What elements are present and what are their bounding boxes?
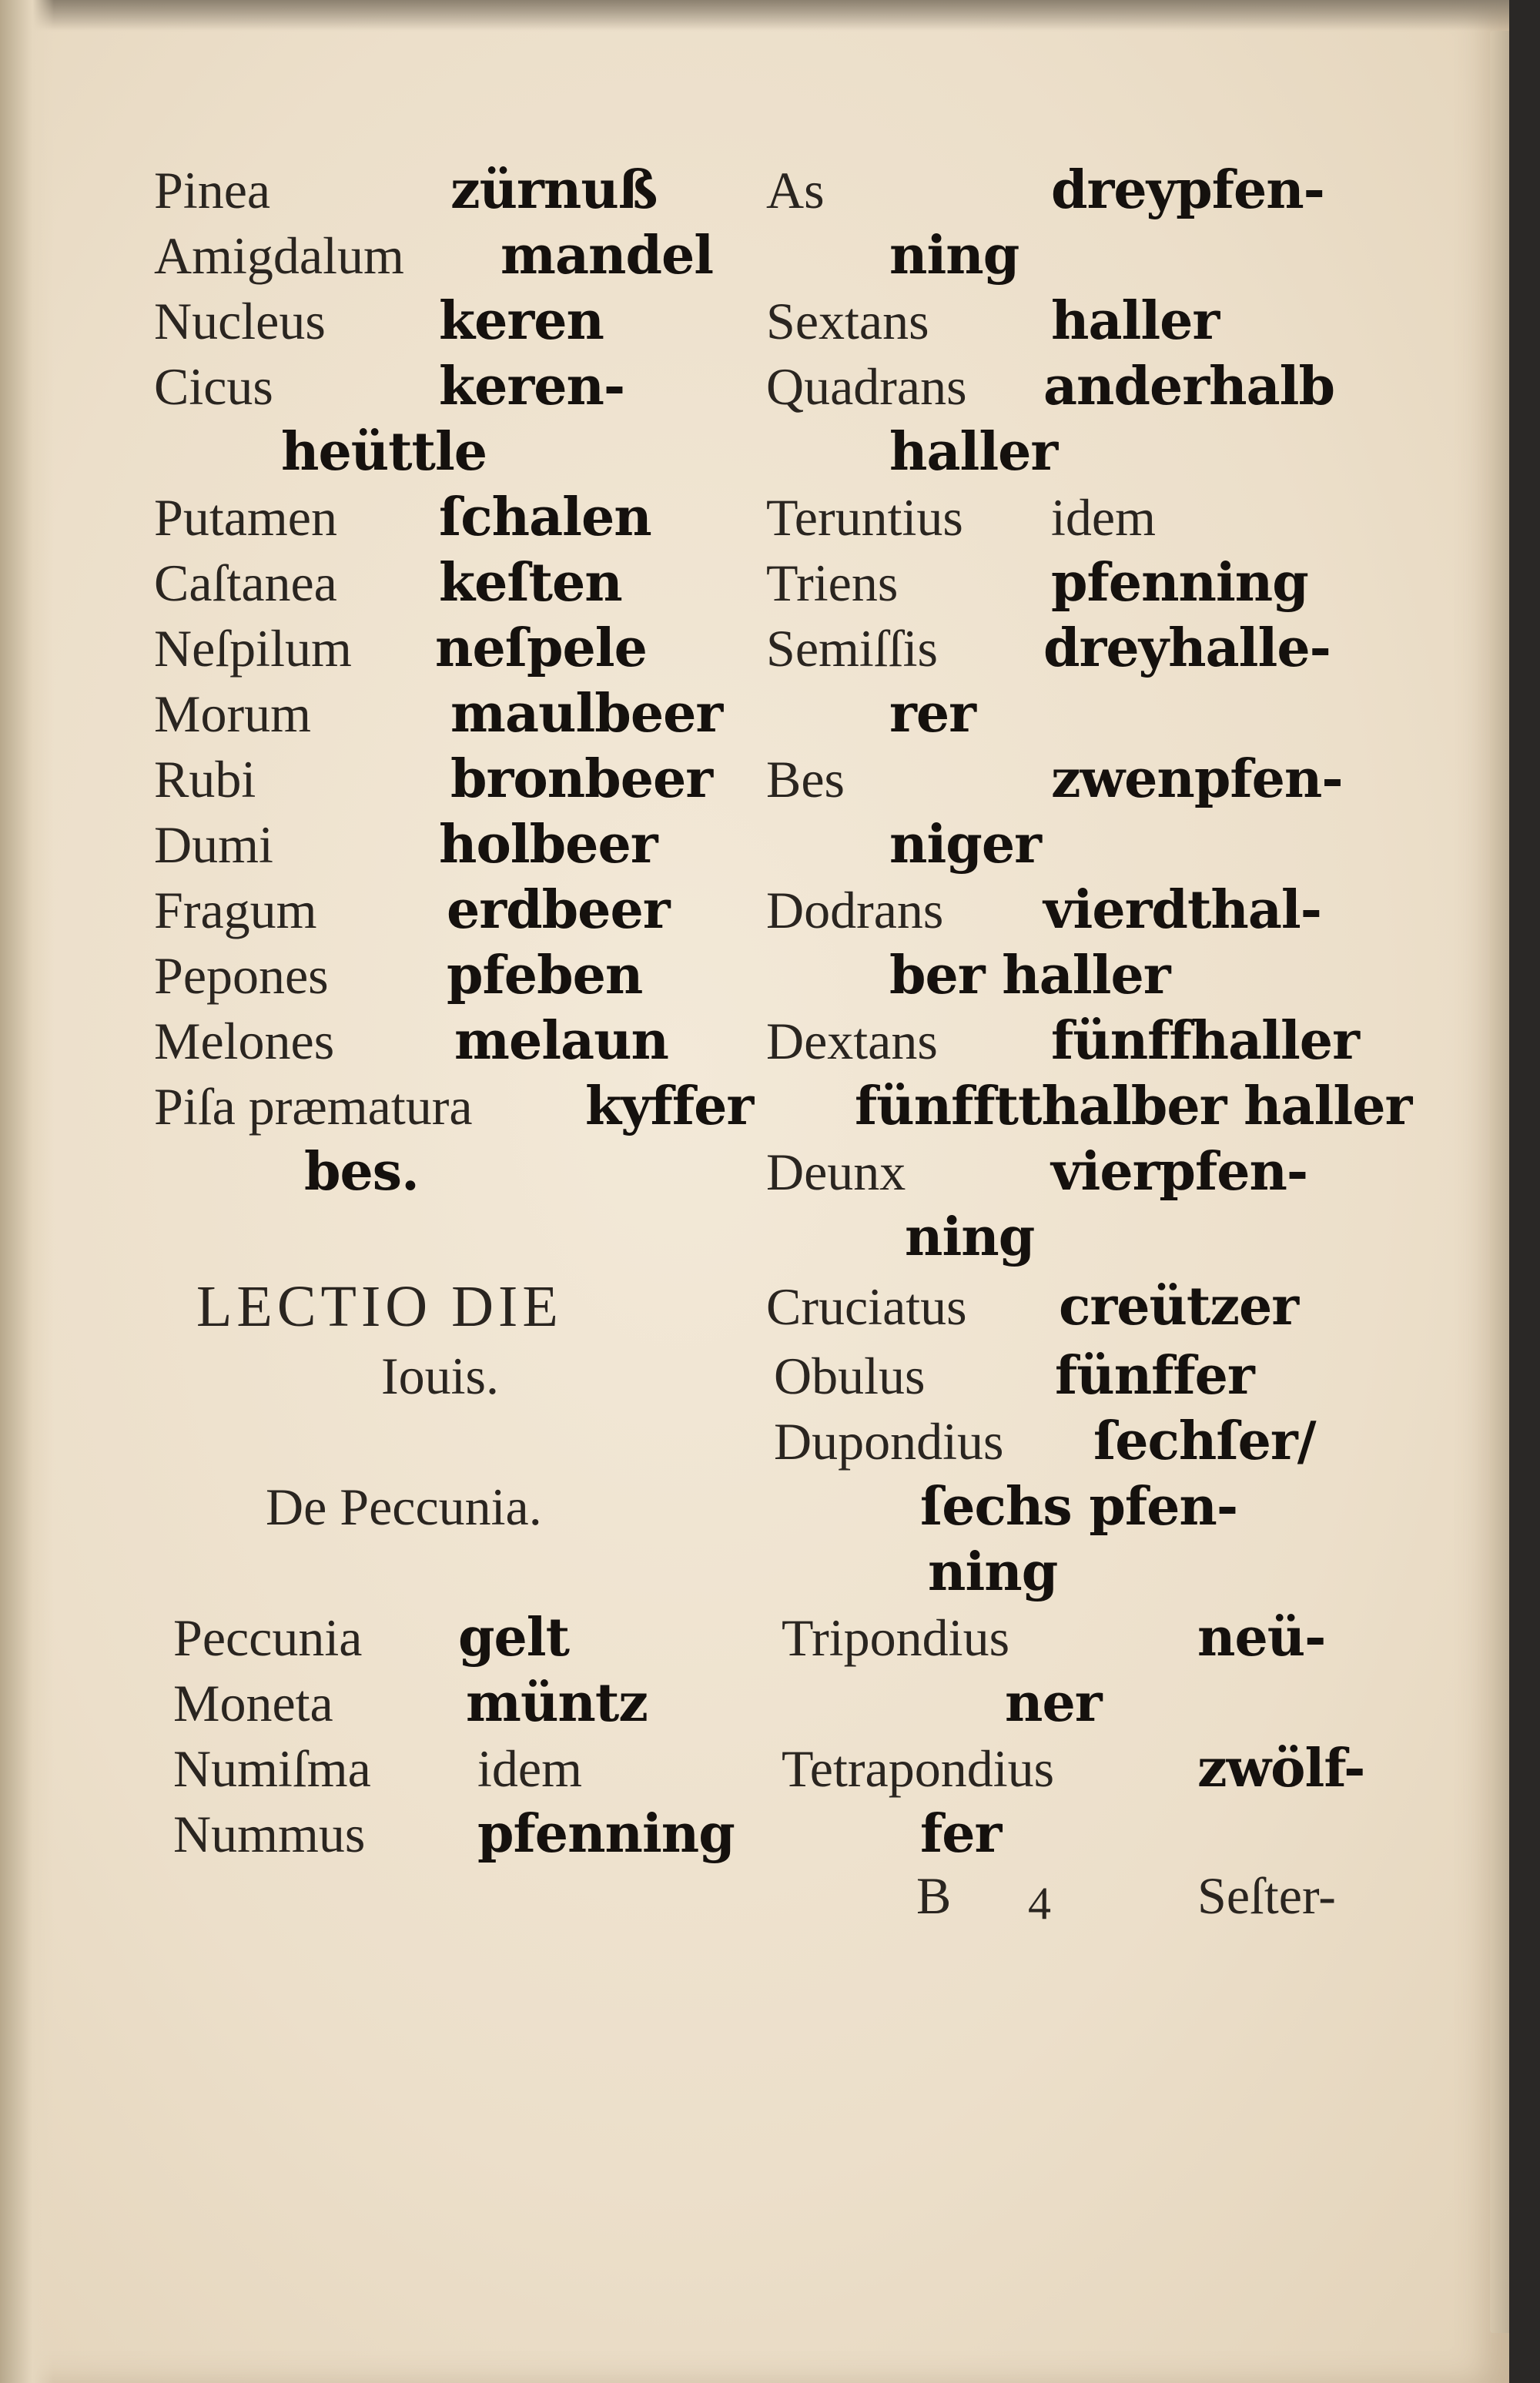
latin-term: Moneta — [173, 1674, 333, 1732]
german-term-continuation: ner — [1005, 1672, 1102, 1734]
latin-term: Tripondius — [782, 1608, 1010, 1667]
latin-term: Fragum — [154, 881, 317, 939]
lesson-heading-day: Iouis. — [381, 1347, 499, 1405]
latin-term: Semiſſis — [766, 619, 938, 678]
latin-term: Rubi — [154, 750, 256, 808]
german-term: pfenning — [477, 1803, 735, 1865]
german-term: zwenpfen- — [1051, 748, 1343, 810]
german-term: pfeben — [447, 945, 643, 1006]
german-term: müntz — [466, 1672, 648, 1734]
section-title: De Peccunia. — [266, 1478, 542, 1536]
german-term: vierdthal- — [1043, 879, 1321, 941]
latin-term: Numiſma — [173, 1739, 371, 1798]
latin-term: As — [766, 161, 825, 219]
german-term-continuation: bes. — [304, 1141, 419, 1203]
latin-term: Tetrapondius — [782, 1739, 1055, 1798]
page-edge — [1490, 31, 1509, 2333]
german-term-continuation: ber haller — [889, 945, 1170, 1006]
latin-term: Dodrans — [766, 881, 944, 939]
german-term: melaun — [454, 1010, 668, 1072]
latin-term: Sextans — [766, 292, 929, 350]
german-term-continuation: rer — [889, 683, 976, 745]
german-term: pfenning — [1051, 552, 1308, 614]
latin-term: Quadrans — [766, 357, 967, 416]
latin-term: Melones — [154, 1012, 335, 1070]
german-term-continuation: heüttle — [281, 421, 487, 483]
german-term: dreyhalle- — [1043, 618, 1331, 679]
signature-mark: B — [916, 1866, 952, 1925]
latin-term: Obulus — [774, 1347, 926, 1405]
latin-term: Putamen — [154, 488, 337, 547]
latin-term: Cruciatus — [766, 1277, 967, 1336]
german-term: neſpele — [435, 618, 647, 679]
latin-term: Pinea — [154, 161, 271, 219]
german-term-continuation: ning — [889, 225, 1019, 286]
german-term-continuation: haller — [889, 421, 1058, 483]
german-term-continuation: niger — [889, 814, 1041, 875]
lesson-heading: LECTIO DIE — [196, 1274, 563, 1339]
german-term: idem — [1051, 488, 1156, 547]
german-term: creützer — [1059, 1276, 1299, 1337]
german-term: kyffer — [585, 1076, 754, 1137]
page-gutter — [0, 0, 54, 2383]
german-term: fünffer — [1055, 1345, 1254, 1407]
german-term: neü- — [1197, 1607, 1326, 1668]
latin-term: Caſtanea — [154, 554, 337, 612]
latin-term: Dextans — [766, 1012, 938, 1070]
german-term: mandel — [500, 225, 714, 286]
german-term: ſchalen — [439, 487, 651, 548]
german-term-continuation: ning — [905, 1207, 1035, 1268]
german-term: zwölf- — [1197, 1738, 1365, 1799]
german-term-continuation: ſechs pfen- — [920, 1476, 1238, 1538]
german-term-continuation: ning — [928, 1541, 1058, 1603]
german-term-continuation: fünfftthalber haller — [855, 1076, 1412, 1137]
german-term: idem — [477, 1739, 582, 1798]
latin-term: Dumi — [154, 815, 273, 874]
german-term: bronbeer — [450, 748, 713, 810]
latin-term: Cicus — [154, 357, 273, 416]
german-term: keren — [439, 290, 604, 352]
german-term: holbeer — [439, 814, 658, 875]
german-term: haller — [1051, 290, 1220, 352]
latin-term: Piſa præmatura — [154, 1077, 473, 1136]
german-term-continuation: fer — [920, 1803, 1002, 1865]
signature-number: 4 — [1028, 1878, 1051, 1929]
german-term: keren- — [439, 356, 625, 417]
german-term: dreypfen- — [1051, 159, 1324, 221]
latin-term: Dupondius — [774, 1412, 1004, 1471]
german-term: ſechſer/ — [1093, 1411, 1316, 1472]
german-term: maulbeer — [450, 683, 723, 745]
latin-term: Deunx — [766, 1143, 906, 1201]
latin-term: Teruntius — [766, 488, 963, 547]
latin-term: Morum — [154, 684, 311, 743]
latin-term: Bes — [766, 750, 845, 808]
german-term: gelt — [458, 1607, 570, 1668]
german-term: anderhalb — [1043, 356, 1335, 417]
latin-term: Nummus — [173, 1805, 366, 1863]
catchword: Seſter- — [1197, 1866, 1336, 1925]
german-term: fünffhaller — [1051, 1010, 1359, 1072]
latin-term: Nucleus — [154, 292, 326, 350]
german-term: keſten — [439, 552, 622, 614]
german-term: erdbeer — [447, 879, 670, 941]
latin-term: Pepones — [154, 946, 329, 1005]
top-shadow — [0, 0, 1509, 31]
latin-term: Triens — [766, 554, 899, 612]
german-term: vierpfen- — [1051, 1141, 1308, 1203]
latin-term: Neſpilum — [154, 619, 352, 678]
german-term: zürnuß — [450, 159, 658, 221]
latin-term: Peccunia — [173, 1608, 363, 1667]
latin-term: Amigdalum — [154, 226, 404, 285]
